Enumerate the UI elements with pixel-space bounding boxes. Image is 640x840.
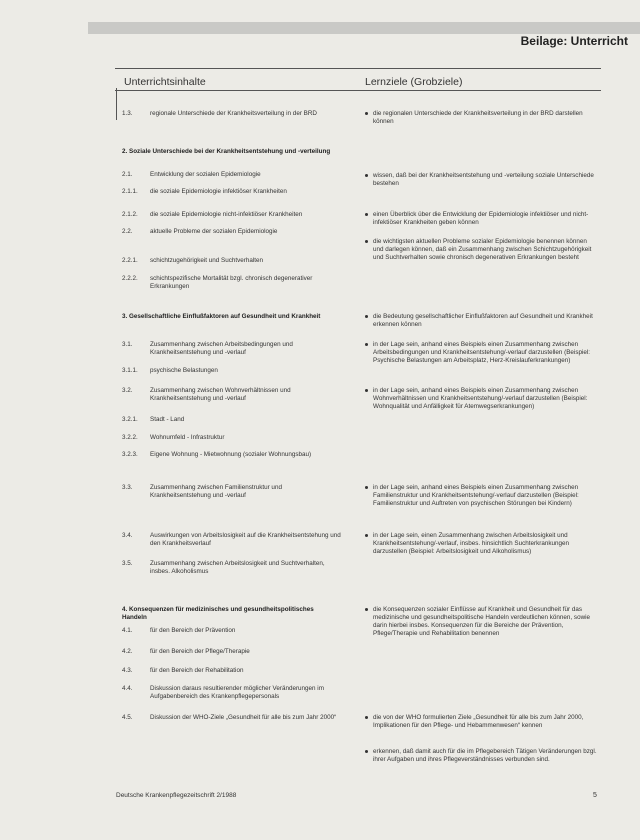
content-item <box>122 341 344 365</box>
content-item <box>122 451 344 475</box>
item-number: 3.1.1. <box>122 367 138 374</box>
objective-text: in der Lage sein, anhand eines Beispiels einen Zusammenhang zwischen Wohnverhältnissen und Krankheitsentstehung/-verlauf darzustellen (Beispiel: Wohnqualität und Anfälligkeit für Atemwegserkrankungen) <box>373 387 588 410</box>
footer-journal: Deutsche Krankenpflegezeitschrift 2/1988 <box>116 792 237 799</box>
item-number: 1.3. <box>122 110 133 117</box>
top-rule <box>115 68 601 69</box>
bullet-dot <box>365 343 368 346</box>
content-item <box>122 484 344 508</box>
section-heading: 4. Konsequenzen für medizinisches und gesundheitspolitisches Handeln <box>122 606 314 621</box>
content-item <box>122 188 344 212</box>
objective-text: einen Überblick über die Entwicklung der Epidemiologie infektiöser und nicht-infektiöser Krankheiten geben können <box>373 211 589 226</box>
objective-item <box>365 341 599 389</box>
item-number: 2.1. <box>122 171 133 178</box>
item-text: Entwicklung der sozialen Epidemiologie <box>150 171 261 178</box>
item-text: schichtspezifische Mortalität bzgl. chronisch degenerativer Erkrankungen <box>150 275 313 290</box>
content-item <box>122 110 344 134</box>
item-text: Zusammenhang zwischen Arbeitsbedingungen und Krankheitsentstehung und -verlauf <box>150 341 293 356</box>
content-item <box>122 560 344 584</box>
section-heading: 3. Gesellschaftliche Einflußfaktoren auf Gesundheit und Krankheit <box>122 313 321 320</box>
column-heading-objectives: Lernziele (Grobziele) <box>365 76 463 88</box>
objective-text: die von der WHO formulierten Ziele „Gesundheit für alle bis zum Jahr 2000, Implikationen für den Pflege- und Hebammenwesen“ kennen <box>373 714 584 729</box>
item-number: 3.2. <box>122 387 133 394</box>
item-text: Diskussion daraus resultierender möglicher Veränderungen im Aufgabenbereich des Krankenpflegepersonals <box>150 685 324 700</box>
objective-text: wissen, daß bei der Krankheitsentstehung und -verteilung soziale Unterschiede bestehen <box>373 172 594 187</box>
item-number: 4.3. <box>122 667 133 674</box>
item-text: psychische Belastungen <box>150 367 218 374</box>
item-text: Stadt - Land <box>150 416 185 423</box>
content-item <box>122 228 344 252</box>
objective-item <box>365 238 599 286</box>
objective-text: die regionalen Unterschiede der Krankheitsverteilung in der BRD darstellen können <box>373 110 583 125</box>
bullet-dot <box>365 608 368 611</box>
objective-item <box>365 110 599 158</box>
objective-item <box>365 484 599 532</box>
objective-text: erkennen, daß damit auch für die im Pflegebereich Tätigen Veränderungen bzgl. ihrer Aufgaben und ihres Pflegeverständnisses verbunden sind. <box>373 748 597 763</box>
item-number: 4.2. <box>122 648 133 655</box>
item-number: 3.5. <box>122 560 133 567</box>
item-number: 4.4. <box>122 685 133 692</box>
item-number: 3.1. <box>122 341 133 348</box>
item-number: 4.5. <box>122 714 133 721</box>
bullet-dot <box>365 213 368 216</box>
objective-text: die wichtigsten aktuellen Probleme sozialer Epidemiologie benennen können und darlegen können, daß ein Zusammenhang zwischen Schichtzugehörigkeit und Suchtverhalten sowie chronisch degenerativen Erkrankungen besteht <box>373 238 592 261</box>
objective-item <box>365 606 599 654</box>
objective-text: in der Lage sein, anhand eines Beispiels einen Zusammenhang zwischen Familienstruktur und Krankheitsentstehung/-verlauf darzustellen (Beispiel: Familienstruktur und Auftreten von psychischen Störungen bei Kindern) <box>373 484 579 507</box>
item-text: Zusammenhang zwischen Wohnverhältnissen und Krankheitsentstehung und -verlauf <box>150 387 291 402</box>
item-text: für den Bereich der Pflege/Therapie <box>150 648 250 655</box>
bullet-dot <box>365 389 368 392</box>
item-text: aktuelle Probleme der sozialen Epidemiologie <box>150 228 278 235</box>
section-tag: Beilage: Unterricht <box>520 34 628 48</box>
column-heading-content: Unterrichtsinhalte <box>124 76 206 88</box>
header-bar <box>88 22 640 34</box>
section-heading: 2. Soziale Unterschiede bei der Krankheitsentstehung und -verteilung <box>122 148 331 155</box>
item-text: die soziale Epidemiologie nicht-infektiöser Krankheiten <box>150 211 303 218</box>
item-number: 3.2.2. <box>122 434 138 441</box>
bullet-dot <box>365 240 368 243</box>
item-number: 2.2.1. <box>122 257 138 264</box>
objective-text: in der Lage sein, anhand eines Beispiels einen Zusammenhang zwischen Arbeitsbedingungen und Krankheitsentstehung/-verlauf darzustellen (Beispiel: Psychische Belastungen am Arbeitsplatz, Herz-Kreislauferkrankungen) <box>373 341 591 364</box>
objective-item <box>365 387 599 435</box>
item-text: Diskussion der WHO-Ziele „Gesundheit für alle bis zum Jahr 2000“ <box>150 714 337 721</box>
item-text: regionale Unterschiede der Krankheitsverteilung in der BRD <box>150 110 317 117</box>
item-text: Zusammenhang zwischen Arbeitslosigkeit und Suchtverhalten, insbes. Alkoholismus <box>150 560 325 575</box>
bullet-dot <box>365 486 368 489</box>
objective-item <box>365 532 599 580</box>
page-number: 5 <box>593 792 597 799</box>
item-text: Zusammenhang zwischen Familienstruktur und Krankheitsentstehung und -verlauf <box>150 484 282 499</box>
header-rule <box>115 90 601 91</box>
content-item <box>122 387 344 411</box>
item-number: 2.1.1. <box>122 188 138 195</box>
item-number: 2.2. <box>122 228 133 235</box>
item-number: 3.3. <box>122 484 133 491</box>
item-text: Auswirkungen von Arbeitslosigkeit auf die Krankheitsentstehung und den Krankheitsverlauf <box>150 532 341 547</box>
item-text: Eigene Wohnung - Mietwohnung (sozialer Wohnungsbau) <box>150 451 312 458</box>
item-text: für den Bereich der Prävention <box>150 627 236 634</box>
item-text: schichtzugehörigkeit und Suchtverhalten <box>150 257 264 264</box>
bullet-dot <box>365 315 368 318</box>
objective-text: die Konsequenzen sozialer Einflüsse auf Krankheit und Gesundheit für das medizinische und gesundheitspolitische Handeln verdeutlichen können, sowie darin hierbei insbes. Konsequenzen für die Bereiche der Prävention, Pflege/Therapie und Rehabilitation benennen <box>373 606 591 637</box>
item-number: 2.1.2. <box>122 211 138 218</box>
objective-item <box>365 748 599 796</box>
item-number: 3.2.3. <box>122 451 138 458</box>
bullet-dot <box>365 534 368 537</box>
content-item <box>122 685 344 709</box>
bullet-dot <box>365 716 368 719</box>
item-number: 3.2.1. <box>122 416 138 423</box>
bullet-dot <box>365 174 368 177</box>
item-number: 3.4. <box>122 532 133 539</box>
item-number: 2.2.2. <box>122 275 138 282</box>
item-text: Wohnumfeld - Infrastruktur <box>150 434 225 441</box>
content-item <box>122 275 344 299</box>
bullet-dot <box>365 112 368 115</box>
bullet-dot <box>365 750 368 753</box>
content-item <box>122 714 344 738</box>
left-column-rule <box>116 88 117 120</box>
item-text: für den Bereich der Rehabilitation <box>150 667 244 674</box>
objective-text: die Bedeutung gesellschaftlicher Einflußfaktoren auf Gesundheit und Krankheit erkennen können <box>373 313 593 328</box>
content-item <box>122 532 344 556</box>
item-number: 4.1. <box>122 627 133 634</box>
item-text: die soziale Epidemiologie infektiöser Krankheiten <box>150 188 287 195</box>
objective-text: in der Lage sein, einen Zusammenhang zwischen Arbeitslosigkeit und Krankheitsentstehung/-verlauf, insbes. hinsichtlich Suchterkrankungen darzustellen (Beispiel: Arbeitslosigkeit und Alkoholismus) <box>373 532 570 555</box>
